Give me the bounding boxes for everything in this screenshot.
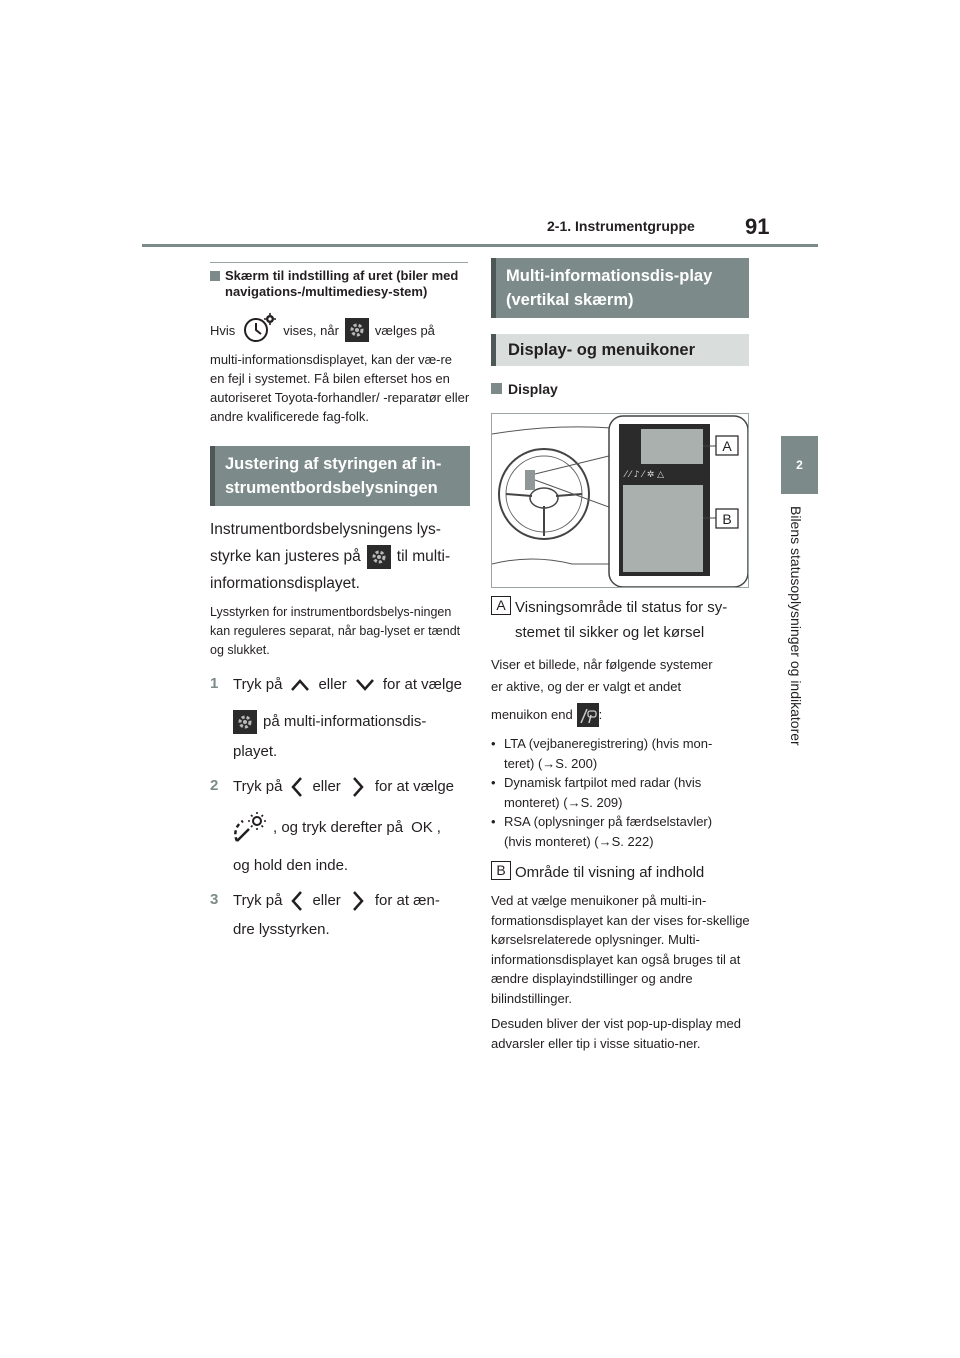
lighting-note: Lysstyrken for instrumentbordsbelys-ningen kan reguleres separat, når bag-lyset er tændt og slukket. xyxy=(210,605,461,657)
item-a: A Visningsområde til status for sy- stemet til sikker og let kørsel xyxy=(491,596,751,645)
clock-warning-icon xyxy=(241,313,279,348)
settings-gear-icon xyxy=(367,545,391,569)
left-column xyxy=(210,262,470,942)
sub-band-icons: Display- og menuikoner xyxy=(491,334,749,366)
steps-list xyxy=(210,672,470,942)
right-column xyxy=(491,258,751,1053)
intro-line-3: informationsdisplayet. xyxy=(210,575,360,592)
warning-paragraph: multi-informationsdisplayet, kan der væ-re en fejl i systemet. Få bilen efterset hos en autoriseret Toyota-forhandler/ -reparatør eller andre kvalificerede fag-folk. xyxy=(210,352,470,424)
list-item: • LTA (vejbaneregistrering) (hvis mon- teret) (→S. 200) xyxy=(491,736,713,771)
chevron-up-icon xyxy=(290,678,310,692)
chevron-left-icon xyxy=(290,890,304,912)
step-1: 1 Tryk på eller for at vælge på multi-informationsdis- playet. xyxy=(210,675,463,760)
intro-line-2: styrke kan justeres på til multi- xyxy=(210,543,470,570)
chevron-left-icon xyxy=(290,776,304,798)
svg-text:⁄ ⁄ ♪ ⁄ ✲ △: ⁄ ⁄ ♪ ⁄ ✲ △ xyxy=(625,470,665,480)
settings-gear-icon xyxy=(233,710,257,734)
section-band-instrument-lighting: Justering af styringen af in-strumentbordsbelysningen xyxy=(210,446,470,506)
dashboard-figure xyxy=(491,413,749,588)
header-rule xyxy=(142,244,818,247)
driving-assist-icon xyxy=(577,703,599,727)
ok-button-glyph: OK xyxy=(411,819,433,836)
settings-gear-icon xyxy=(345,318,369,342)
square-bullet-icon xyxy=(491,383,502,394)
figure-label-b: B xyxy=(722,511,732,527)
status-para: Viser et billede, når følgende systemer er aktive, og der er valgt et andet menuikon end : xyxy=(491,655,751,730)
square-bullet-icon xyxy=(210,271,220,281)
figure-label-a: A xyxy=(722,438,732,454)
instrument-brightness-icon xyxy=(233,811,267,845)
label-box-b: B xyxy=(491,861,511,880)
display-heading: Display xyxy=(491,380,751,398)
item-b: B Område til visning af indhold xyxy=(491,861,751,885)
step-3: 3 Tryk på eller for at æn- dre lysstyrken. xyxy=(210,891,440,938)
list-item: • RSA (oplysninger på færdselstavler) (hvis monteret) (→S. 222) xyxy=(491,814,713,849)
dashboard-illustration xyxy=(492,414,749,588)
chevron-down-icon xyxy=(355,678,375,692)
warning-line: Hvis vises, når vælges på xyxy=(210,314,470,346)
clock-screen-heading: Skærm til indstilling af uret (biler med navigations-/multimediesy-stem) xyxy=(210,268,470,300)
chapter-tab: 2 xyxy=(781,436,818,494)
section-title: 2-1. Instrumentgruppe xyxy=(547,218,695,234)
content-para: Ved at vælge menuikoner på multi-in-formationsdisplayet kan der vises for-skellige kørselsrelaterede oplysninger. Multi-informationsdisplayet kan også bruges til at ændre displayindstillinger og andre bilindstillinger. xyxy=(491,893,750,1006)
list-item: • Dynamisk fartpilot med radar (hvis monteret) (→S. 209) xyxy=(491,775,702,810)
section-band-multi-info: Multi-informationsdis-play (vertikal skærm) xyxy=(491,258,749,318)
popup-para: Desuden bliver der vist pop-up-display med advarsler eller tip i visse situatio-ner. xyxy=(491,1016,742,1051)
step-2: 2 Tryk på eller for at vælge , og tryk derefter på OK , og hold den inde. xyxy=(210,777,455,874)
systems-list xyxy=(491,734,751,851)
chevron-right-icon xyxy=(351,890,365,912)
chevron-right-icon xyxy=(351,776,365,798)
label-box-a: A xyxy=(491,596,511,615)
chapter-label: Bilens statusoplysninger og indikatorer xyxy=(788,506,804,746)
intro-line-1: Instrumentbordsbelysningens lys- xyxy=(210,521,441,538)
sub-heading-rule xyxy=(210,262,468,263)
page-number: 91 xyxy=(745,214,770,239)
